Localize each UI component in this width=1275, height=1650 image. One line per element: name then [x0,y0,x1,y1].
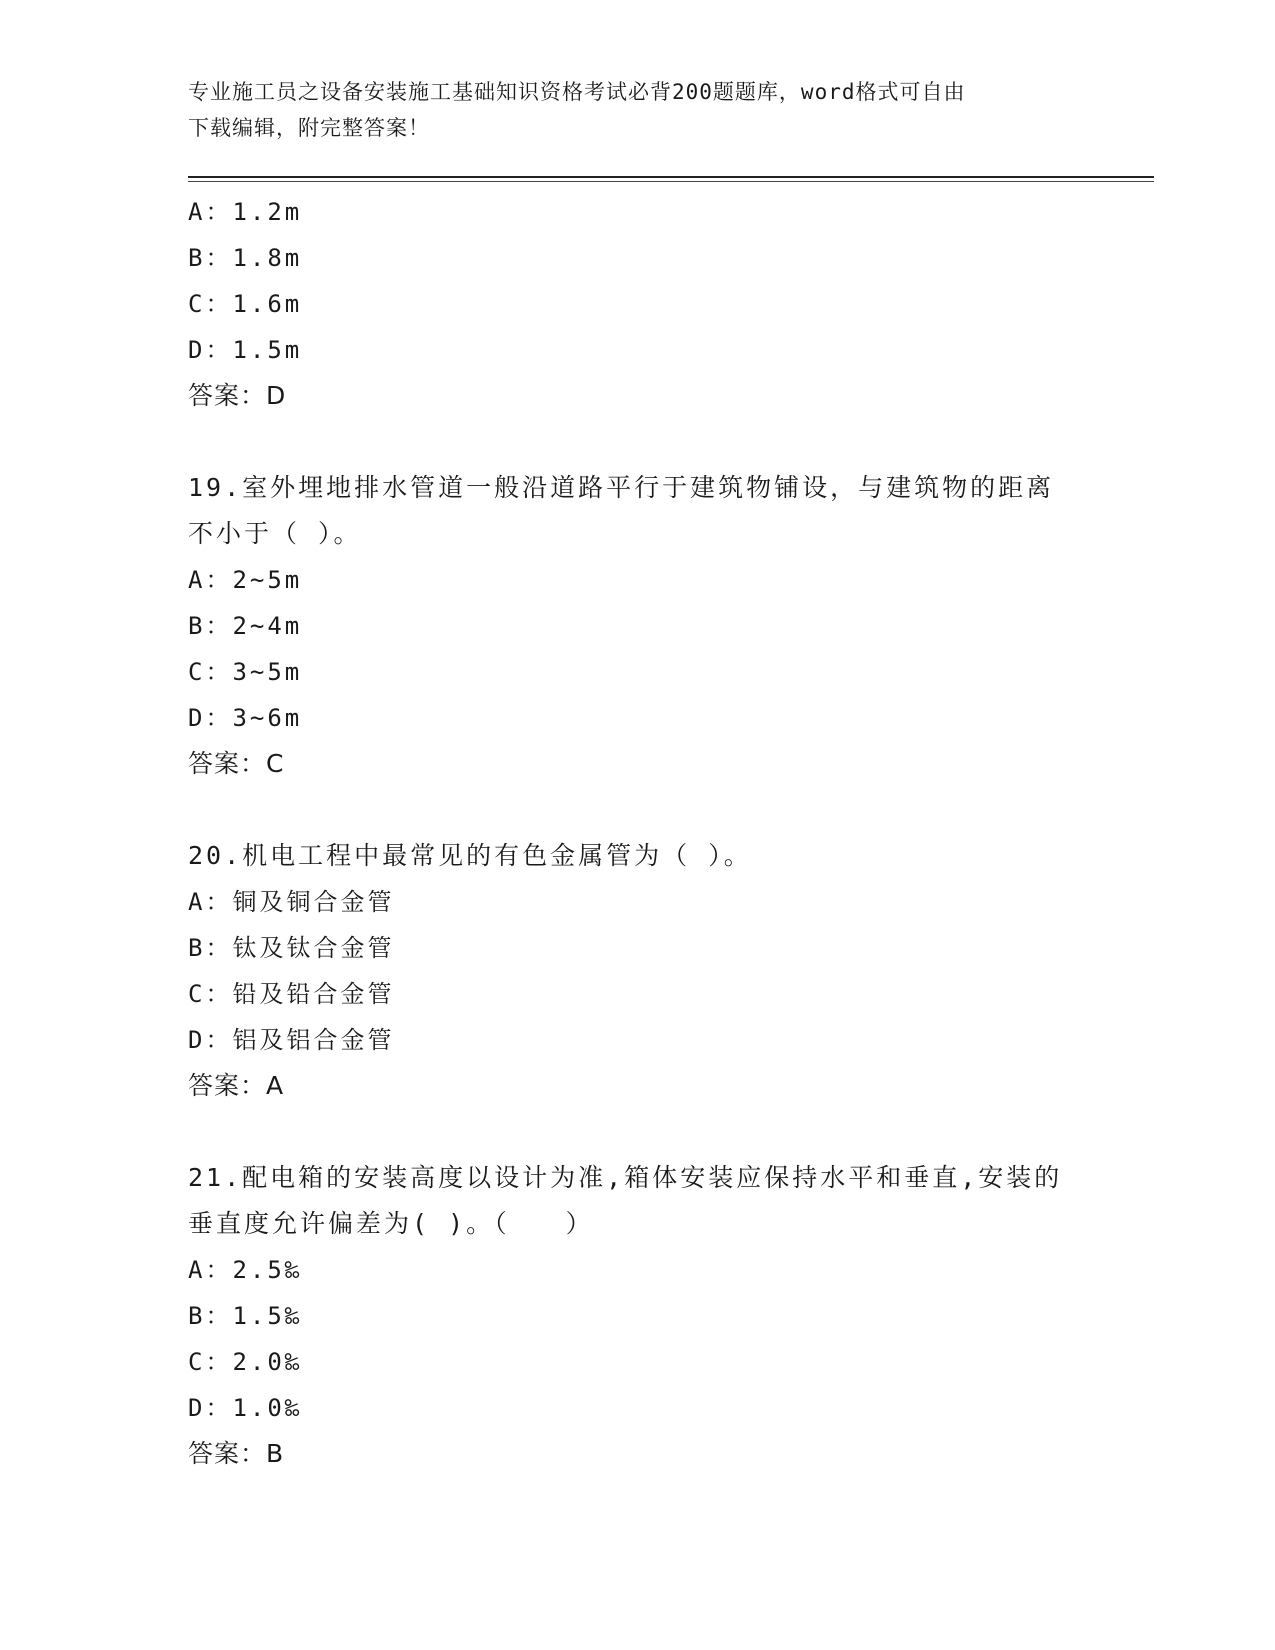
header-line-1: 专业施工员之设备安装施工基础知识资格考试必背200题题库，word格式可自由 [188,80,966,104]
option-b: B：钛及钛合金管 [188,934,395,962]
question-18 [188,189,1088,419]
option-c: C：3~5m [188,658,303,686]
option-c: C：铅及铅合金管 [188,980,395,1008]
option-d: D：1.0‰ [188,1394,303,1422]
question-19 [188,465,1088,787]
document-header [188,74,1088,146]
answer: 答案：A [188,1071,285,1100]
question-list [188,189,1088,1477]
option-b: B：2~4m [188,612,303,640]
option-b: B：1.5‰ [188,1302,303,1330]
question-stem-line-1: 21.配电箱的安装高度以设计为准,箱体安装应保持水平和垂直,安装的 [188,1163,1063,1192]
option-b: B：1.8m [188,244,303,272]
header-divider-thin [188,181,1154,182]
option-a: A：2~5m [188,566,303,594]
option-a: A：铜及铜合金管 [188,888,395,916]
question-stem-line-1: 19.室外埋地排水管道一般沿道路平行于建筑物铺设，与建筑物的距离 [188,473,1055,502]
option-d: D：铝及铝合金管 [188,1026,395,1054]
question-20 [188,833,1088,1109]
answer: 答案：D [188,381,287,410]
question-stem-line-2: 垂直度允许偏差为( )。（ ） [188,1209,594,1238]
option-a: A：2.5‰ [188,1256,303,1284]
answer: 答案：B [188,1439,285,1468]
question-stem [188,465,1068,557]
question-stem [188,833,1068,879]
question-stem [188,1155,1068,1247]
header-line-2: 下载编辑，附完整答案！ [188,116,430,140]
answer: 答案：C [188,749,285,778]
option-d: D：3~6m [188,704,303,732]
option-c: C：1.6m [188,290,303,318]
option-c: C：2.0‰ [188,1348,303,1376]
question-stem-line-1: 20.机电工程中最常见的有色金属管为（ ）。 [188,841,752,870]
question-stem-line-2: 不小于（ ）。 [188,519,362,548]
option-d: D：1.5m [188,336,303,364]
question-21 [188,1155,1088,1477]
option-a: A：1.2m [188,198,303,226]
header-divider-thick [188,176,1154,178]
